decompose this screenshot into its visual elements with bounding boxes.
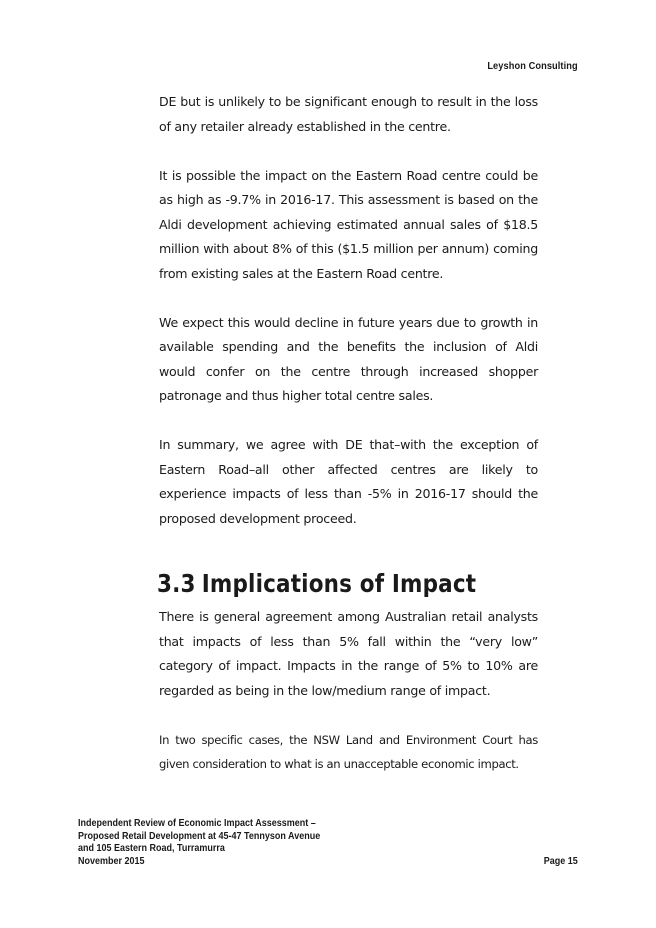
page-body [159,90,538,800]
header-company: Leyshon Consulting [487,60,578,72]
footer-line-1: Independent Review of Economic Impact Assessment – [78,818,316,829]
page-number: Page 15 [543,856,578,867]
footer-line-3: and 105 Eastern Road, Turramurra [78,843,225,854]
section-paragraph-1: There is general agreement among Australian retail analysts that impacts of less than 5% fall within the “very low” category of impact. Impacts in the range of 5% to 10% are regarded as being in the low/medium range of impact. [159,609,538,698]
footer-line-4: November 2015 [78,855,145,867]
paragraph-3: We expect this would decline in future years due to growth in available spending and the benefits the inclusion of Aldi would confer on the centre through increased shopper patronage and thus higher total centre sales. [159,314,538,403]
footer-document-info [78,818,320,868]
section-paragraph-2: In two specific cases, the NSW Land and Environment Court has given consideration to what is an unacceptable economic impact. [159,732,538,771]
paragraph-2: It is possible the impact on the Eastern Road centre could be as high as -9.7% in 2016-17. This assessment is based on the Aldi development achieving estimated annual sales of $18.5 million with about 8% of this ($1.5 million per annum) coming from existing sales at the Eastern Road centre. [159,167,538,281]
paragraph-1: DE but is unlikely to be significant enough to result in the loss of any retailer already established in the centre. [159,94,538,134]
footer-line-2: Proposed Retail Development at 45-47 Tennyson Avenue [78,830,321,842]
section-number: 3.3 [157,569,196,598]
section-heading [157,569,485,599]
section-title: Implications of Impact [201,569,477,598]
paragraph-4: In summary, we agree with DE that–with the exception of Eastern Road–all other affected centres are likely to experience impacts of less than -5% in 2016-17 should the proposed development proceed. [159,437,538,526]
